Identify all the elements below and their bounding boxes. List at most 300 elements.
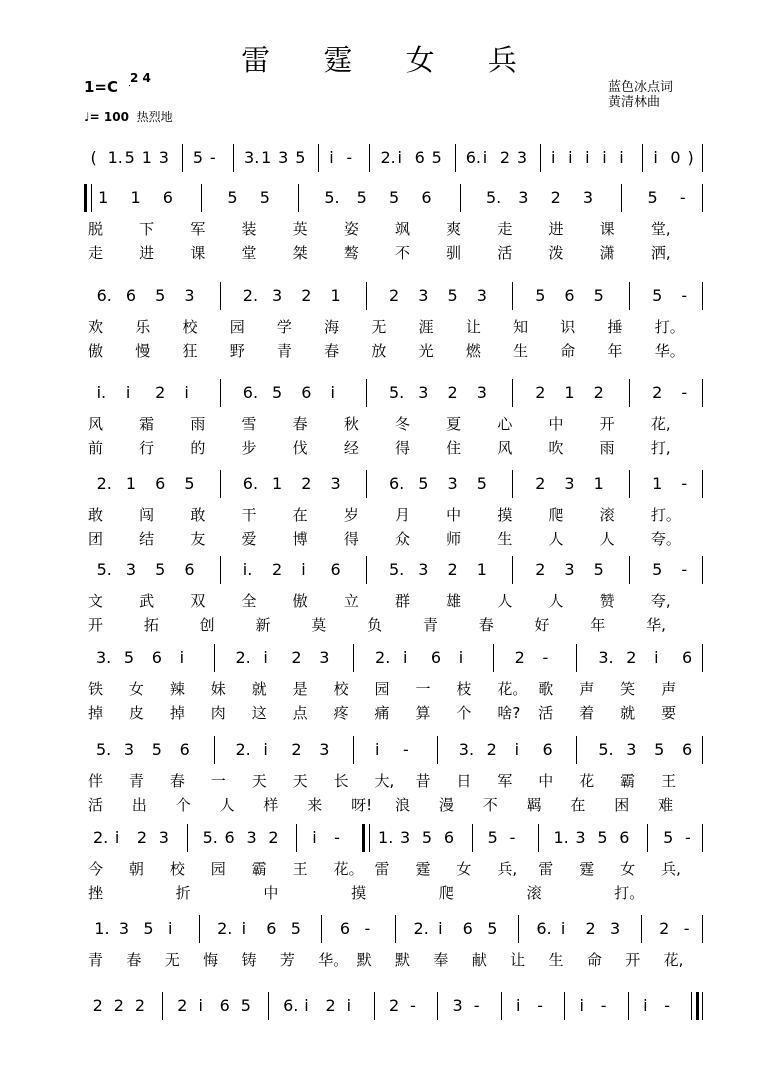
- lyric-char: 进: [139, 244, 155, 262]
- bar-line: [455, 144, 456, 172]
- note: 5: [593, 286, 604, 305]
- lyric-char: 行: [139, 439, 155, 457]
- note: i: [167, 919, 173, 938]
- lyric-char: 识: [560, 318, 576, 336]
- lyric-char: 年: [590, 616, 606, 634]
- note: 3: [564, 474, 575, 493]
- lyric-char: 敢: [190, 506, 206, 524]
- lyric-char: 涯: [418, 318, 434, 336]
- lyric-char: 活: [538, 704, 554, 722]
- note: 2: [389, 286, 400, 305]
- note: 2.: [235, 740, 251, 759]
- lyric-char: 皮: [128, 704, 144, 722]
- note: 2: [535, 474, 546, 493]
- note: 2: [272, 560, 283, 579]
- note: 6: [462, 919, 473, 938]
- note: 2: [155, 383, 166, 402]
- lyric-char: 冬: [395, 415, 411, 433]
- lyric-char: 师: [446, 530, 462, 548]
- note: 6.: [283, 996, 299, 1015]
- lyric-char: 霜: [139, 415, 155, 433]
- note: i: [184, 383, 189, 402]
- note: 2.: [413, 919, 429, 938]
- lyric-char: 春: [126, 951, 142, 969]
- lyric-char: 献: [471, 951, 487, 969]
- note: 3: [582, 188, 594, 207]
- bar-line: [629, 379, 630, 407]
- bar-line: [268, 992, 269, 1020]
- note: 2: [136, 828, 147, 847]
- lyric-char: 霸: [620, 772, 636, 790]
- bar-line: [201, 184, 202, 212]
- lyric-char: 雷: [374, 860, 390, 878]
- bar-line: [629, 282, 630, 310]
- note: 1: [593, 474, 604, 493]
- bar-line: [182, 144, 183, 172]
- lyric-char: 装: [241, 220, 257, 238]
- meter-top: 2: [130, 71, 139, 85]
- lyric-char: 夏: [446, 415, 462, 433]
- note: -: [600, 996, 607, 1015]
- note: 1.: [553, 828, 569, 847]
- lyric-char: 个: [456, 704, 472, 722]
- lyric-char: 青: [276, 342, 292, 360]
- bar-line: [647, 824, 648, 852]
- lyric-char: 洒,: [650, 244, 671, 262]
- bar-line: [233, 144, 234, 172]
- note: 5.: [324, 188, 340, 207]
- bar-line: [162, 992, 163, 1020]
- bar-line: [366, 282, 367, 310]
- lyric-char: 兵,: [497, 860, 518, 878]
- bar-line: [702, 644, 703, 672]
- note: 1: [130, 188, 141, 207]
- note: -: [664, 996, 671, 1015]
- time-signature: [130, 72, 151, 85]
- lyric-char: 痛: [374, 704, 390, 722]
- lyric-char: 夸,: [650, 592, 671, 610]
- meter-bottom: 4: [142, 71, 151, 85]
- lyric-char: 堂,: [650, 220, 671, 238]
- note: i: [654, 648, 659, 667]
- lyric-char: 挫: [88, 884, 104, 902]
- note: 5: [447, 286, 458, 305]
- lyric-char: 飒: [395, 220, 411, 238]
- bar-line: [362, 824, 370, 852]
- bar-line: [702, 144, 703, 172]
- lyric-char: 堂: [241, 244, 257, 262]
- credits: [608, 80, 673, 110]
- note: 1: [476, 560, 487, 579]
- lyric-char: 一: [415, 680, 431, 698]
- note: 6: [542, 740, 553, 759]
- lyric-char: 是: [292, 680, 308, 698]
- bar-line: [318, 144, 319, 172]
- bar-line: [437, 736, 438, 764]
- note: 2: [535, 560, 546, 579]
- lyric-char: 妹: [210, 680, 226, 698]
- note: 3.: [244, 148, 260, 167]
- lyric-char: 骜: [343, 244, 359, 262]
- lyric-char: 武: [139, 592, 155, 610]
- lyric-char: 雨: [190, 415, 206, 433]
- lyric-char: 难: [658, 796, 674, 814]
- lyric-char: 步: [241, 439, 257, 457]
- lyric-char: 掉: [169, 704, 185, 722]
- lyric-char: 住: [446, 439, 462, 457]
- note: 6.: [242, 474, 259, 493]
- lyric-char: 打。: [614, 884, 645, 902]
- lyric-char: 英: [292, 220, 308, 238]
- bar-line: [472, 824, 473, 852]
- lyric-char: 海: [324, 318, 340, 336]
- lyric-char: 下: [139, 220, 155, 238]
- lyric-char: 的: [190, 439, 206, 457]
- note: 1: [652, 474, 663, 493]
- bar-line: [621, 184, 622, 212]
- note: 6: [339, 919, 351, 938]
- note: 1: [261, 148, 272, 167]
- lyric-char: 花,: [663, 951, 684, 969]
- note: 5: [295, 148, 306, 167]
- note: 6.: [242, 383, 259, 402]
- note: 1: [564, 383, 575, 402]
- bar-line: [702, 470, 703, 498]
- lyric-char: 雨: [599, 439, 615, 457]
- lyric-char: 立: [343, 592, 359, 610]
- note: 3: [319, 648, 330, 667]
- lyric-char: 爱: [241, 530, 257, 548]
- bar-line: [366, 470, 367, 498]
- lyric-char: 人: [548, 530, 564, 548]
- lyric-char: 芳: [279, 951, 295, 969]
- bar-line: [374, 992, 375, 1020]
- lyric-char: 今: [88, 860, 104, 878]
- lyric-char: 得: [395, 439, 411, 457]
- bar-line: [214, 736, 215, 764]
- lyric-char: 光: [418, 342, 434, 360]
- note: i: [619, 148, 624, 167]
- lyric-char: 霸: [251, 860, 267, 878]
- note: 3: [246, 828, 257, 847]
- lyric-char: 月: [395, 506, 411, 524]
- note: 2: [447, 383, 458, 402]
- lyric-char: 校: [333, 680, 349, 698]
- note: 2: [134, 996, 146, 1015]
- note: -: [681, 560, 688, 579]
- lyric-char: 燃: [465, 342, 481, 360]
- note: 2: [177, 996, 188, 1015]
- note: i: [330, 383, 335, 402]
- bar-line: [512, 282, 513, 310]
- bar-line: [460, 184, 461, 212]
- note: 6: [155, 474, 166, 493]
- bar-line: [702, 282, 703, 310]
- lyric-char: 友: [190, 530, 206, 548]
- note: 2: [550, 188, 561, 207]
- lyric-char: 大,: [374, 772, 395, 790]
- lyric-char: 命: [560, 342, 576, 360]
- note: 5: [389, 188, 400, 207]
- lyric-char: 年: [607, 342, 623, 360]
- note: 5: [124, 148, 135, 167]
- lyric-char: 折: [175, 884, 191, 902]
- lyric-char: 不: [482, 796, 498, 814]
- note: i.: [96, 383, 107, 402]
- bar-line: [702, 824, 703, 852]
- lyric-char: 花,: [650, 415, 671, 433]
- note: 3: [626, 740, 637, 759]
- note: 3: [158, 828, 169, 847]
- lyric-char: 个: [175, 796, 191, 814]
- lyric-char: 枝: [456, 680, 472, 698]
- note: 2: [301, 286, 312, 305]
- note: i: [514, 740, 520, 759]
- lyric-char: 拓: [143, 616, 159, 634]
- meter-line: [129, 85, 130, 86]
- lyric-char: 样: [263, 796, 279, 814]
- note: 2: [92, 996, 103, 1015]
- bar-line: [501, 992, 502, 1020]
- note: 6: [219, 996, 230, 1015]
- note: 6.: [536, 919, 552, 938]
- lyric-char: 活: [497, 244, 513, 262]
- lyric-char: 在: [292, 506, 308, 524]
- note: 1.: [378, 828, 394, 847]
- lyric-char: 吹: [548, 439, 564, 457]
- note: i: [301, 560, 306, 579]
- lyric-char: 朝: [128, 860, 144, 878]
- note: i: [568, 148, 573, 167]
- note: 3: [518, 188, 529, 207]
- note: 5: [476, 474, 487, 493]
- note: -: [685, 828, 691, 847]
- lyric-char: 无: [164, 951, 180, 969]
- note: 5: [151, 740, 162, 759]
- lyric-char: 活: [88, 796, 104, 814]
- lyric-char: 来: [307, 796, 323, 814]
- note: 3: [476, 286, 487, 305]
- note: i: [482, 148, 488, 167]
- lyric-char: 着: [579, 704, 595, 722]
- lyric-char: 长: [333, 772, 349, 790]
- note: 1.: [107, 148, 123, 167]
- lyric-char: 疼: [333, 704, 349, 722]
- lyric-char: 爬: [438, 884, 454, 902]
- note: 2: [268, 828, 279, 847]
- lyric-char: 群: [395, 592, 411, 610]
- lyric-char: 呀!: [351, 796, 373, 814]
- lyric-char: 这: [251, 704, 267, 722]
- note: 5: [487, 828, 498, 847]
- note: i: [585, 148, 590, 167]
- note: 3: [272, 286, 283, 305]
- lyric-char: 辣: [169, 680, 185, 698]
- lyric-char: 风: [497, 439, 513, 457]
- bar-line: [199, 915, 200, 943]
- note: 3: [118, 919, 130, 938]
- lyric-char: 天: [251, 772, 267, 790]
- note: (: [90, 148, 97, 167]
- lyric-char: 傲: [88, 342, 104, 360]
- lyric-char: 结: [139, 530, 155, 548]
- bar-line: [564, 992, 565, 1020]
- bar-line: [540, 144, 541, 172]
- lyric-char: 捶: [607, 318, 623, 336]
- lyric-char: 打。: [654, 318, 685, 336]
- bar-line: [353, 644, 354, 672]
- lyric-char: 就: [620, 704, 636, 722]
- lyric-char: 潇: [599, 244, 615, 262]
- note: i: [516, 996, 521, 1015]
- note: ): [687, 148, 694, 167]
- lyric-char: 摸: [351, 884, 367, 902]
- note: 5.: [202, 828, 218, 847]
- note: 1: [125, 474, 137, 493]
- bar-line: [702, 992, 703, 1020]
- lyric-char: 命: [586, 951, 602, 969]
- lyric-char: 进: [548, 220, 564, 238]
- note: 5: [143, 919, 154, 938]
- note: i: [551, 148, 556, 167]
- note: 6: [414, 148, 425, 167]
- lyric-char: 前: [88, 439, 104, 457]
- lyric-char: 敢: [88, 506, 104, 524]
- lyric-char: 校: [182, 318, 198, 336]
- lyric-char: 天: [292, 772, 308, 790]
- bar-line: [576, 736, 577, 764]
- lyric-char: 啥?: [497, 704, 521, 722]
- lyric-char: 女: [128, 680, 144, 698]
- bar-line: [366, 379, 367, 407]
- note: 2: [291, 740, 302, 759]
- bar-line: [512, 556, 513, 584]
- lyric-char: 花: [579, 772, 595, 790]
- bar-line: [512, 379, 513, 407]
- lyric-char: 爽: [446, 220, 462, 238]
- note: 5.: [389, 560, 405, 579]
- note: 3: [330, 474, 341, 493]
- lyric-char: 日: [456, 772, 472, 790]
- lyric-char: 中: [446, 506, 462, 524]
- note: 2: [659, 919, 670, 938]
- note: 2.: [375, 648, 391, 667]
- note: 6: [421, 188, 432, 207]
- lyric-char: 放: [371, 342, 387, 360]
- lyric-char: 雷: [538, 860, 554, 878]
- note: 3: [418, 560, 429, 579]
- lyric-char: 欢: [88, 318, 104, 336]
- note: -: [473, 996, 480, 1015]
- lyric-char: 得: [343, 530, 359, 548]
- lyric-char: 众: [395, 530, 411, 548]
- note: -: [334, 828, 340, 847]
- note: 3: [610, 919, 621, 938]
- note: 5: [487, 919, 498, 938]
- note: 2: [499, 148, 511, 167]
- lyric-char: 双: [190, 592, 206, 610]
- lyric-char: 掉: [88, 704, 104, 722]
- note: 5: [272, 383, 283, 402]
- bar-line: [702, 556, 703, 584]
- lyric-char: 歌: [538, 680, 554, 698]
- note: -: [683, 919, 690, 938]
- note: 3: [184, 286, 195, 305]
- note: 5.: [389, 383, 405, 402]
- repeat-start: [84, 184, 92, 212]
- bar-line: [437, 992, 438, 1020]
- bar-line: [629, 470, 630, 498]
- note: -: [209, 148, 216, 167]
- tempo-word: 热烈地: [136, 110, 173, 124]
- lyric-char: 伴: [88, 772, 104, 790]
- bar-line: [220, 379, 221, 407]
- lyric-char: 伐: [292, 439, 308, 457]
- lyric-char: 摸: [497, 506, 513, 524]
- lyric-char: 就: [251, 680, 267, 698]
- bar-line: [576, 644, 577, 672]
- note: i: [198, 996, 203, 1015]
- note: 6.: [389, 474, 405, 493]
- bar-line: [538, 824, 539, 852]
- note: 3.: [458, 740, 475, 759]
- note: 2: [291, 648, 302, 667]
- note: 2: [535, 383, 546, 402]
- bar-line: [628, 992, 629, 1020]
- note: 1: [98, 188, 109, 207]
- lyric-char: 岁: [343, 506, 359, 524]
- lyric-char: 泼: [548, 244, 564, 262]
- note: 2: [447, 560, 458, 579]
- note: 5: [259, 188, 270, 207]
- lyric-char: 霆: [415, 860, 431, 878]
- note: 5: [227, 188, 238, 207]
- note: 2: [514, 648, 525, 667]
- note: 5: [290, 919, 301, 938]
- note: 3: [452, 996, 463, 1015]
- note: -: [679, 188, 686, 207]
- lyric-char: 青: [128, 772, 144, 790]
- bar-line: [512, 470, 513, 498]
- note: i: [560, 919, 566, 938]
- lyric-char: 爬: [548, 506, 564, 524]
- note: 3.: [598, 648, 614, 667]
- note: -: [681, 286, 688, 305]
- note: 6.: [465, 148, 482, 167]
- lyric-char: 让: [510, 951, 526, 969]
- note: 5: [192, 148, 204, 167]
- song-title: 雷 霆 女 兵: [241, 43, 539, 77]
- lyric-char: 课: [599, 220, 615, 238]
- note: i: [304, 996, 309, 1015]
- note: 6: [682, 740, 693, 759]
- note: i: [458, 648, 464, 667]
- note: 5: [123, 648, 135, 667]
- note: 2: [585, 919, 596, 938]
- note: 1: [272, 474, 283, 493]
- lyric-char: 博: [292, 530, 308, 548]
- lyric-char: 莫: [311, 616, 327, 634]
- lyric-char: 青: [422, 616, 438, 634]
- note: 2: [325, 996, 336, 1015]
- note: 5: [535, 286, 546, 305]
- lyric-char: 滚: [599, 506, 615, 524]
- note: 3: [564, 560, 575, 579]
- lyric-char: 笑: [620, 680, 636, 698]
- bar-line: [702, 736, 703, 764]
- lyric-char: 慢: [135, 342, 151, 360]
- lyric-char: 校: [169, 860, 185, 878]
